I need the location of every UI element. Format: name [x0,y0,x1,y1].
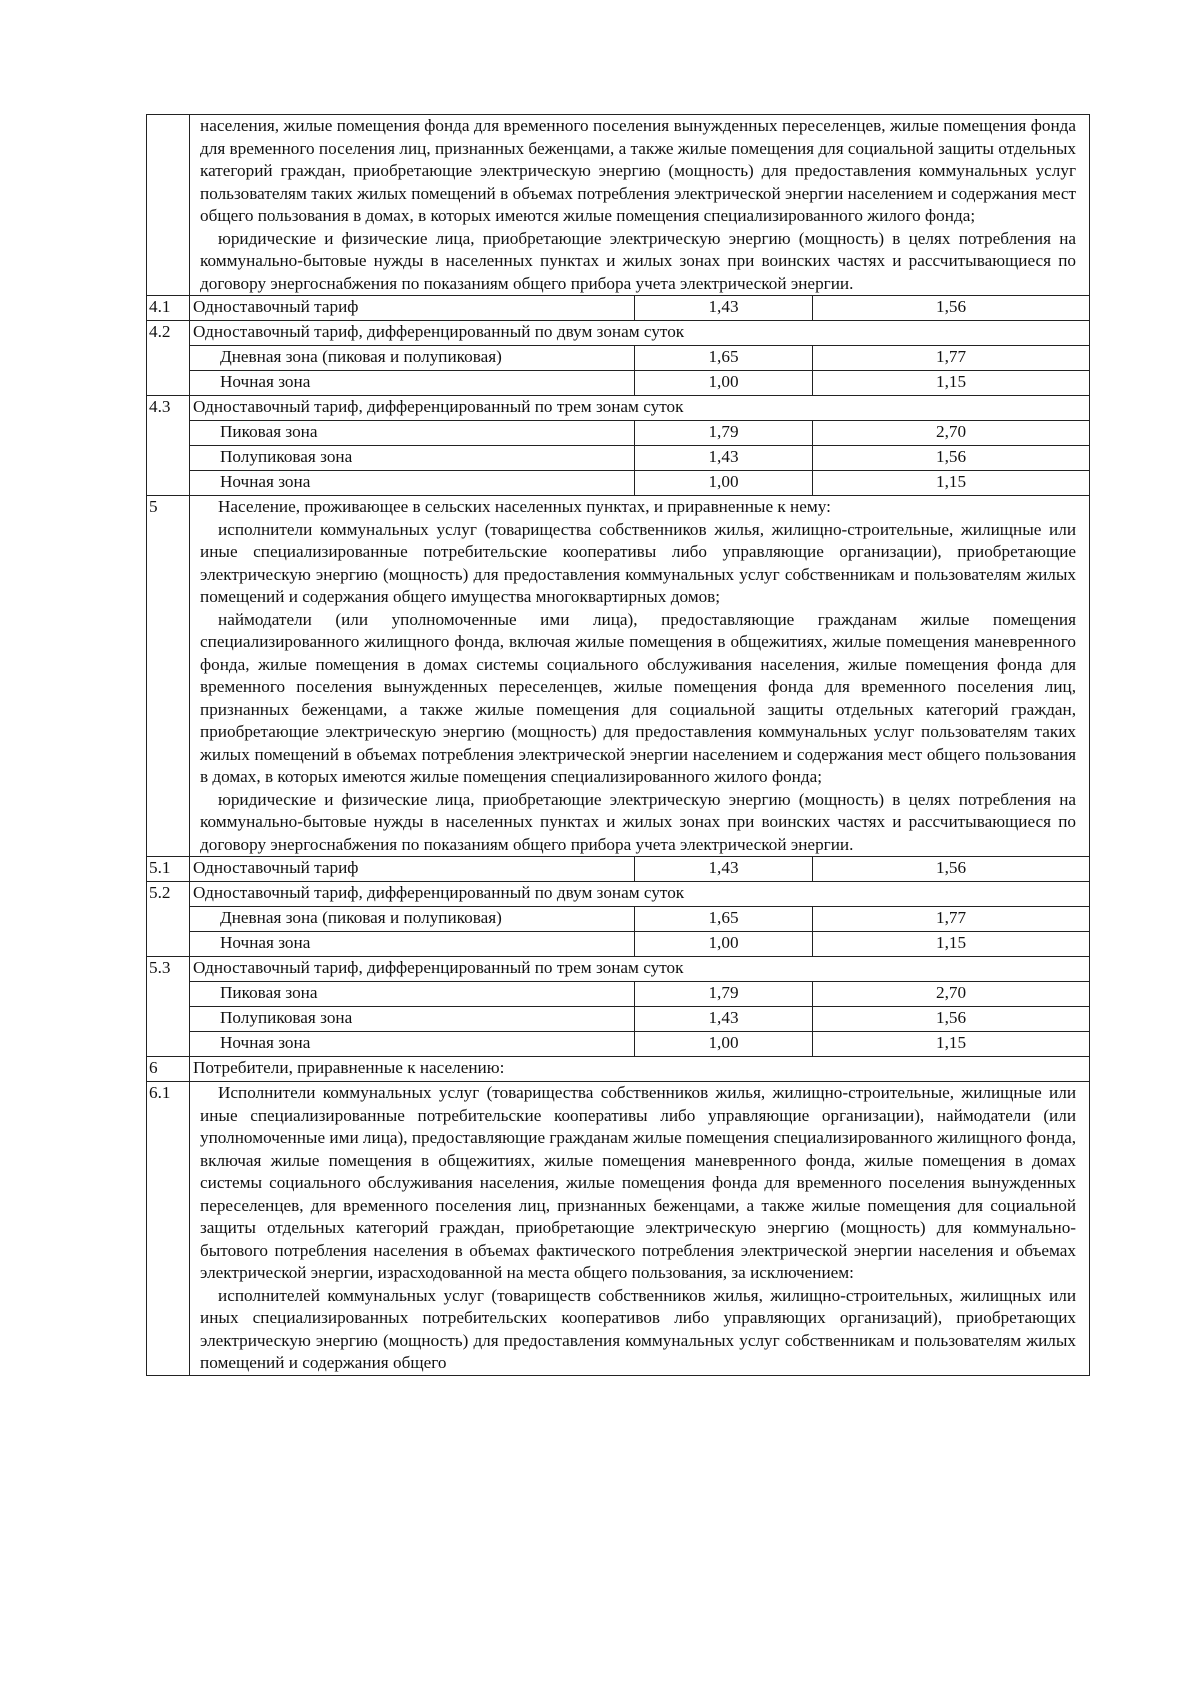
zone-label: Ночная зона [190,371,635,396]
zone-label: Ночная зона [190,471,635,496]
row-number: 4.2 [147,321,190,396]
row-number: 5 [147,496,190,857]
paragraph: исполнителей коммунальных услуг (товариществ собственников жилья, жилищно-строительных, жилищных или иных специализированных потребительских кооперативов либо управляющих организаций), приобретающих электрическую энергию (мощность) для предоставления коммунальных услуг собственникам и пользователям жилых помещений и содержания общего [200,1285,1077,1372]
value-cell: 1,43 [635,1007,813,1032]
value-cell: 1,79 [635,421,813,446]
value-cell: 1,77 [813,907,1090,932]
continuation-row [147,115,1090,296]
value-cell: 1,00 [635,371,813,396]
value-cell: 1,43 [635,446,813,471]
table-row-5 [147,496,1090,857]
value-cell: 2,70 [813,982,1090,1007]
row-label: Одноставочный тариф, дифференцированный по трем зонам суток [190,396,1090,421]
paragraph: исполнители коммунальных услуг (товарищества собственников жилья, жилищно-строительные, жилищные или иные специализированные потребительские кооперативы либо управляющие организации), приобретающие электрическую энергию (мощность) для предоставления коммунальных услуг собственникам и пользователям жилых помещений и содержания общего имущества многоквартирных домов; [200,519,1077,606]
table-row-6-1 [147,1082,1090,1376]
zone-label: Полупиковая зона [190,1007,635,1032]
zone-label: Дневная зона (пиковая и полупиковая) [190,907,635,932]
table-row-zone [147,982,1090,1007]
row-label: Одноставочный тариф [190,857,635,882]
value-cell: 1,00 [635,1032,813,1057]
value-cell: 1,56 [813,446,1090,471]
row-number: 5.1 [147,857,190,882]
row-number: 5.3 [147,957,190,1057]
row-label: Потребители, приравненные к населению: [190,1057,1090,1082]
tariff-table [146,114,1090,1376]
row-label: Одноставочный тариф [190,296,635,321]
section-5-text [190,496,1090,857]
table-row-zone [147,371,1090,396]
zone-label: Ночная зона [190,1032,635,1057]
value-cell: 1,56 [813,1007,1090,1032]
value-cell: 1,79 [635,982,813,1007]
table-row-zone [147,421,1090,446]
row-number: 6 [147,1057,190,1082]
table-row-6 [147,1057,1090,1082]
table-row-zone [147,907,1090,932]
document-page [146,114,1089,1376]
paragraph: населения, жилые помещения фонда для временного поселения вынужденных переселенцев, жилые помещения фонда для временного поселения лиц, признанных беженцами, а также жилые помещения для социальной защиты отдельных категорий граждан, приобретающие электрическую энергию (мощность) для предоставления коммунальных услуг пользователям таких жилых помещений в объемах потребления электрической энергии населением и содержания мест общего пользования в домах, в которых имеются жилые помещения специализированного жилого фонда; [200,116,1077,225]
row-label: Одноставочный тариф, дифференцированный по двум зонам суток [190,321,1090,346]
paragraph: Исполнители коммунальных услуг (товарищества собственников жилья, жилищно-строительные, жилищные или иные специализированные потребительские кооперативы либо управляющие организации), наймодатели (или уполномоченные ими лица), предоставляющие гражданам жилые помещения специализированного жилищного фонда, включая жилые помещения в общежитиях, жилые помещения маневренного фонда, жилые помещения в домах системы социального обслуживания населения, жилые помещения фонда для временного поселения вынужденных переселенцев, для временного поселения лиц, признанных беженцами, а также жилые помещения для социальной защиты отдельных категорий граждан, приобретающие электрическую энергию (мощность) для коммунально-бытового потребления населения в объемах фактического потребления электрической энергии населения и объемах электрической энергии, израсходованной на места общего пользования, за исключением: [200,1083,1077,1282]
paragraph: юридические и физические лица, приобретающие электрическую энергию (мощность) в целях потребления на коммунально-бытовые нужды в населенных пунктах и жилых зонах при воинских частях и рассчитывающиеся по договору энергоснабжения по показаниям общего прибора учета электрической энергии. [200,789,1077,854]
row-number-empty [147,115,190,296]
table-row-zone [147,446,1090,471]
value-cell: 1,00 [635,471,813,496]
table-row-4-2 [147,321,1090,346]
paragraph: юридические и физические лица, приобретающие электрическую энергию (мощность) в целях потребления на коммунально-бытовые нужды в населенных пунктах и жилых зонах при воинских частях и рассчитывающиеся по договору энергоснабжения по показаниям общего прибора учета электрической энергии. [200,228,1077,293]
value-cell: 1,65 [635,907,813,932]
table-row-5-1 [147,857,1090,882]
value-cell: 1,65 [635,346,813,371]
paragraph: наймодатели (или уполномоченные ими лица), предоставляющие гражданам жилые помещения специализированного жилищного фонда, включая жилые помещения в общежитиях, жилые помещения маневренного фонда, жилые помещения в домах системы социального обслуживания населения, жилые помещения фонда для временного поселения вынужденных переселенцев, жилые помещения фонда для временного поселения лиц, признанных беженцами, а также жилые помещения для социальной защиты отдельных категорий граждан, приобретающие электрическую энергию (мощность) для предоставления коммунальных услуг пользователям таких жилых помещений в объемах потребления электрической энергии населением и содержания мест общего пользования в домах, в которых имеются жилые помещения специализированного жилого фонда; [200,609,1077,786]
value-cell: 1,15 [813,932,1090,957]
row-label: Одноставочный тариф, дифференцированный по двум зонам суток [190,882,1090,907]
value-cell: 1,15 [813,371,1090,396]
table-row-5-2 [147,882,1090,907]
value-cell: 1,56 [813,857,1090,882]
zone-label: Пиковая зона [190,982,635,1007]
table-row-zone [147,1032,1090,1057]
table-row-zone [147,1007,1090,1032]
table-row-4-1 [147,296,1090,321]
zone-label: Ночная зона [190,932,635,957]
value-cell: 1,56 [813,296,1090,321]
table-row-zone [147,346,1090,371]
paragraph: Население, проживающее в сельских населенных пунктах, и приравненные к нему: [218,497,831,516]
zone-label: Пиковая зона [190,421,635,446]
value-cell: 1,77 [813,346,1090,371]
value-cell: 1,00 [635,932,813,957]
table-row-5-3 [147,957,1090,982]
zone-label: Дневная зона (пиковая и полупиковая) [190,346,635,371]
table-row-zone [147,471,1090,496]
continuation-text [190,115,1090,296]
table-row-zone [147,932,1090,957]
value-cell: 1,43 [635,296,813,321]
zone-label: Полупиковая зона [190,446,635,471]
row-number: 4.3 [147,396,190,496]
value-cell: 1,15 [813,471,1090,496]
row-number: 6.1 [147,1082,190,1376]
value-cell: 1,43 [635,857,813,882]
section-6-1-text [190,1082,1090,1376]
row-number: 4.1 [147,296,190,321]
table-row-4-3 [147,396,1090,421]
value-cell: 2,70 [813,421,1090,446]
value-cell: 1,15 [813,1032,1090,1057]
row-label: Одноставочный тариф, дифференцированный по трем зонам суток [190,957,1090,982]
row-number: 5.2 [147,882,190,957]
